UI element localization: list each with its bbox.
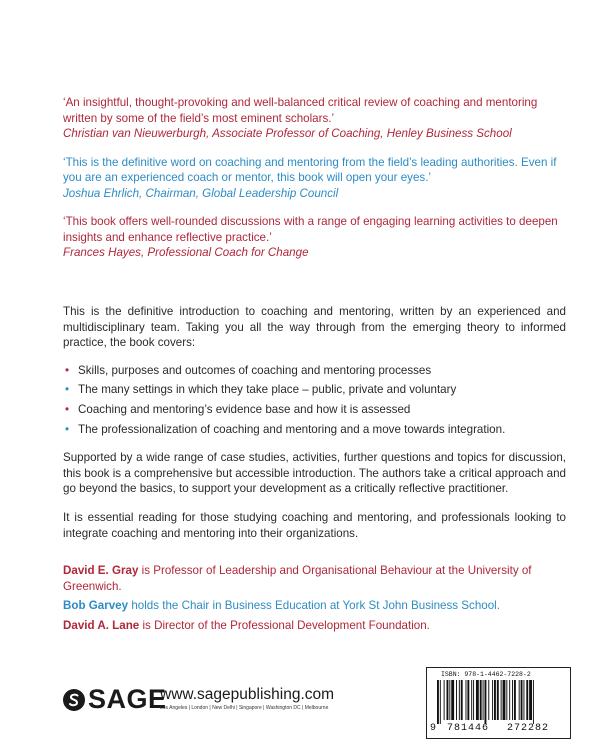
barcode-bar [523, 680, 524, 720]
barcode-bar [509, 680, 510, 720]
list-item: • The many settings in which they take place – public, private and voluntary [65, 383, 457, 397]
audience-paragraph: It is essential reading for those studying coaching and mentoring, and professionals looking to integrate coaching and mentoring into their organizations. [63, 510, 566, 540]
description-section [63, 304, 566, 541]
barcode-bar [514, 680, 516, 720]
publisher-url[interactable]: www.sagepublishing.com [160, 686, 335, 703]
publisher-cities: Los Angeles | London | New Delhi | Singapore | Washington DC | Melbourne [160, 705, 329, 711]
quote-text: ‘This book offers well-rounded discussions with a range of engaging learning activities to deepen insights and enhance reflective practice.’ [63, 215, 558, 244]
author-name: Bob Garvey [63, 599, 129, 613]
barcode-bar [529, 680, 532, 720]
bullet-icon: • [65, 402, 70, 416]
barcode-bar [501, 680, 502, 720]
barcode-bar [461, 680, 463, 720]
barcode-bar [483, 680, 484, 720]
quote-2 [63, 155, 563, 202]
barcode-bar [444, 680, 445, 720]
barcode-bar [526, 680, 528, 720]
barcode-bar [473, 680, 474, 720]
support-paragraph: Supported by a wide range of case studies, activities, further questions and topics for discussion, this book is a comprehensive but accessible introduction. The authors take a critical approach and go beyond the basics, to support your development as a critically reflective practitioner. [63, 451, 566, 496]
author-bio: Bob Garvey holds the Chair in Business Education at York St John Business School. [63, 599, 500, 613]
author-name: David A. Lane [63, 618, 140, 632]
barcode-bar [476, 680, 479, 720]
barcode-left-digits: 781446 [447, 723, 490, 734]
intro-paragraph: This is the definitive introduction to coaching and mentoring, written by an experienced and multidisciplinary team. Taking you all the way through from the emerging theory to informed practice, the book covers: [63, 305, 566, 350]
author-bio: David A. Lane is Director of the Professional Development Foundation. [63, 618, 430, 632]
quote-text: ‘An insightful, thought-provoking and well-balanced critical review of coaching and mentoring written by some of the field’s most eminent scholars.’ [63, 96, 538, 125]
barcode-bar [492, 680, 493, 720]
barcode-bar [494, 680, 496, 720]
barcode-bar [512, 680, 513, 720]
quote-1 [63, 95, 563, 142]
sage-wordmark: SAGE [88, 684, 167, 714]
author-name: David E. Gray [63, 564, 139, 577]
bullet-icon: • [65, 363, 70, 377]
barcode-bar [440, 680, 441, 724]
barcode-first-digit: 9 [430, 723, 437, 734]
bullet-icon: • [65, 383, 70, 397]
list-item: • The professionalization of coaching and mentoring and a move towards integration. [65, 422, 506, 436]
barcode-bar [471, 680, 472, 720]
barcode-bar [519, 680, 520, 720]
list-item: • Coaching and mentoring’s evidence base and how it is assessed [65, 402, 411, 416]
barcode-bar [503, 680, 506, 720]
barcode-bar [497, 680, 499, 720]
bullet-list [63, 363, 566, 437]
barcode-bar [485, 680, 487, 724]
quote-attribution: Christian van Nieuwerburgh, Associate Professor of Coaching, Henley Business School [63, 127, 512, 140]
barcode-box [426, 667, 571, 739]
barcode-bar [447, 680, 449, 720]
barcode-bar [459, 680, 460, 720]
barcode-bar [506, 680, 507, 720]
barcode-bar [480, 680, 482, 720]
list-item: • Skills, purposes and outcomes of coaching and mentoring processes [65, 363, 432, 377]
barcode-bar [466, 680, 467, 720]
sage-circle-icon [62, 688, 86, 712]
isbn-label: ISBN: 978-1-4462-7228-2 [441, 671, 531, 678]
barcode-bar [437, 680, 439, 724]
barcode-image [437, 680, 565, 724]
quote-text: ‘This is the definitive word on coaching and mentoring from the field’s leading authorities. Even if you are an experienced coach or mentor, this book will open your eyes.’ [63, 155, 557, 184]
bullet-icon: • [65, 422, 70, 436]
barcode-bar [449, 680, 450, 720]
barcode-bar [467, 680, 469, 720]
publisher-logo [62, 684, 167, 715]
barcode-bar [488, 680, 489, 720]
quote-attribution: Joshua Ehrlich, Chairman, Global Leadership Council [63, 186, 339, 200]
barcode-bar [533, 680, 534, 724]
quote-3 [63, 214, 563, 261]
barcode-bar [521, 680, 523, 720]
quote-attribution: Frances Hayes, Professional Coach for Change [63, 246, 309, 259]
authors-section [63, 563, 573, 637]
barcode-bar [451, 680, 454, 720]
barcode-bar [456, 680, 457, 720]
quotes-section [63, 95, 563, 261]
barcode-right-digits: 272282 [507, 723, 550, 734]
author-bio: David E. Gray is Professor of Leadership and Organisational Behaviour at the University of Greenwich. [63, 564, 532, 593]
